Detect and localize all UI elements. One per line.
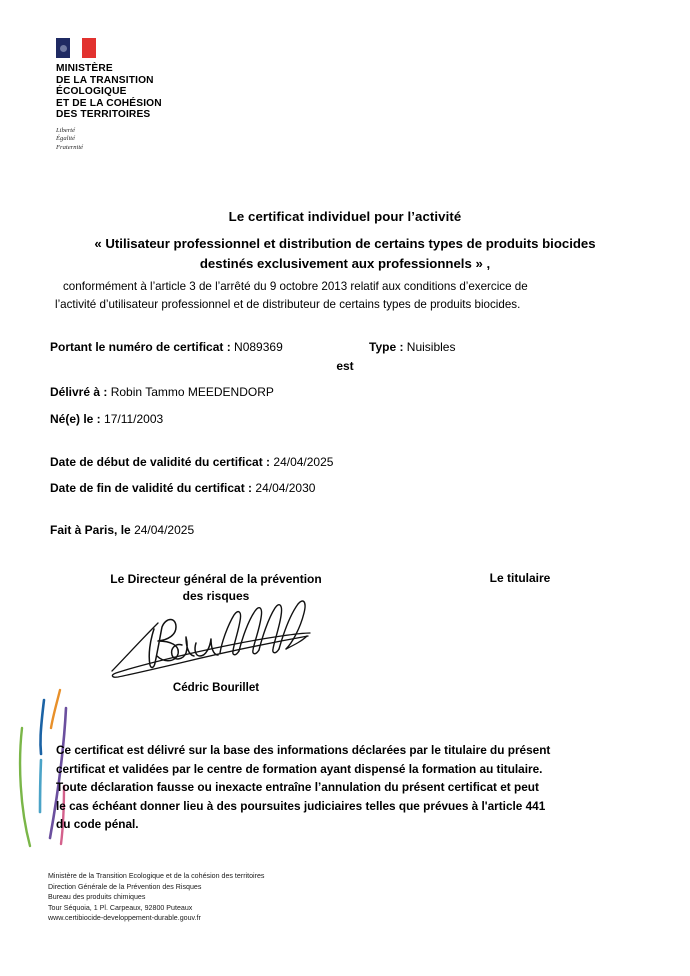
footer-line-3: Bureau des produits chimiques xyxy=(48,893,146,902)
ministry-name-line-2: DE LA TRANSITION xyxy=(56,74,154,86)
legal-reference-line-2: l’activité d’utilisateur professionnel et de distributeur de certains types de produits biocides. xyxy=(55,298,521,311)
footer-address-block xyxy=(48,871,468,924)
disclaimer-paragraph xyxy=(56,741,644,834)
certificate-number-label: Portant le numéro de certificat : xyxy=(50,340,231,354)
est-connector-label: est xyxy=(336,359,354,373)
disclaimer-line-4: le cas échéant donner lieu à des poursuites judiciaires telles que prévues à l'article 441 xyxy=(56,798,546,813)
validity-end-row xyxy=(50,481,315,495)
republic-motto xyxy=(56,127,246,152)
certificate-number-value: N089369 xyxy=(234,340,283,354)
delivered-to-label: Délivré à : xyxy=(50,385,108,399)
certificate-type-row xyxy=(369,340,455,354)
flag-blue-band xyxy=(56,38,70,58)
holder-title: Le titulaire xyxy=(489,571,551,585)
legal-reference-paragraph xyxy=(55,278,635,314)
motto-line-2: Égalité xyxy=(56,135,76,143)
birth-date-value: 17/11/2003 xyxy=(104,412,164,426)
ministry-name-line-5: DES TERRITOIRES xyxy=(56,109,151,121)
est-connector-row xyxy=(0,359,690,373)
motto-line-1: Liberté xyxy=(56,126,76,134)
footer-line-2: Direction Générale de la Prévention des Risques xyxy=(48,882,202,891)
birth-date-row xyxy=(50,412,163,426)
validity-start-row xyxy=(50,455,333,469)
disclaimer-line-1: Ce certificat est délivré sur la base des informations déclarées par le titulaire du présent xyxy=(56,743,551,757)
director-title-line-2: des risques xyxy=(182,589,250,603)
ministry-name xyxy=(56,63,246,121)
validity-start-label: Date de début de validité du certificat : xyxy=(50,455,271,469)
validity-start-value: 24/04/2025 xyxy=(273,455,334,469)
flag-red-band xyxy=(82,38,96,58)
disclaimer-line-2: certificat et validées par le centre de formation ayant dispensé la formation au titulaire. xyxy=(56,761,543,776)
activity-quote-line-1: « Utilisateur professionnel et distribution de certains types de produits biocides xyxy=(94,236,596,251)
flag-white-band xyxy=(70,38,82,58)
activity-quote-title xyxy=(45,234,645,274)
certificate-type-label: Type : xyxy=(369,340,404,354)
footer-line-4: Tour Séquoia, 1 Pl. Carpeaux, 92800 Puteaux xyxy=(48,903,193,912)
footer-line-1: Ministère de la Transition Ecologique et de la cohésion des territoires xyxy=(48,872,265,880)
legal-reference-line-1: conformément à l’article 3 de l’arrêté du 9 octobre 2013 relatif aux conditions d’exercice de xyxy=(63,280,528,293)
certificate-number-row xyxy=(50,340,283,354)
motto-line-3: Fraternité xyxy=(56,143,84,151)
disclaimer-line-3: Toute déclaration fausse ou inexacte entraîne l’annulation du présent certificat et peut xyxy=(56,780,539,794)
validity-end-label: Date de fin de validité du certificat : xyxy=(50,481,253,495)
activity-quote-line-2: destinés exclusivement aux professionnels » , xyxy=(199,256,491,271)
issue-place-label: Fait à Paris, le xyxy=(50,523,131,537)
director-name: Cédric Bourillet xyxy=(172,681,260,694)
ministry-name-line-1: MINISTÈRE xyxy=(56,63,113,74)
delivered-to-value: Robin Tammo MEEDENDORP xyxy=(110,385,274,399)
ministry-name-line-3: ÉCOLOGIQUE xyxy=(56,86,127,98)
disclaimer-line-5: du code pénal. xyxy=(56,817,139,831)
ministry-header xyxy=(56,38,246,152)
french-flag-icon xyxy=(56,38,96,58)
issue-place-row xyxy=(50,523,194,537)
handwritten-signature-icon xyxy=(110,593,350,683)
ministry-name-line-4: ET DE LA COHÉSION xyxy=(56,97,162,109)
page-title: Le certificat individuel pour l’activité xyxy=(228,209,462,224)
issue-place-value: 24/04/2025 xyxy=(134,523,195,537)
director-title-line-1: Le Directeur général de la prévention xyxy=(110,572,322,586)
birth-date-label: Né(e) le : xyxy=(50,412,101,426)
validity-end-value: 24/04/2030 xyxy=(255,481,316,495)
footer-website-url[interactable]: www.certibiocide-developpement-durable.gouv.fr xyxy=(48,914,201,923)
delivered-to-row xyxy=(50,385,274,399)
certificate-type-value: Nuisibles xyxy=(406,340,456,354)
